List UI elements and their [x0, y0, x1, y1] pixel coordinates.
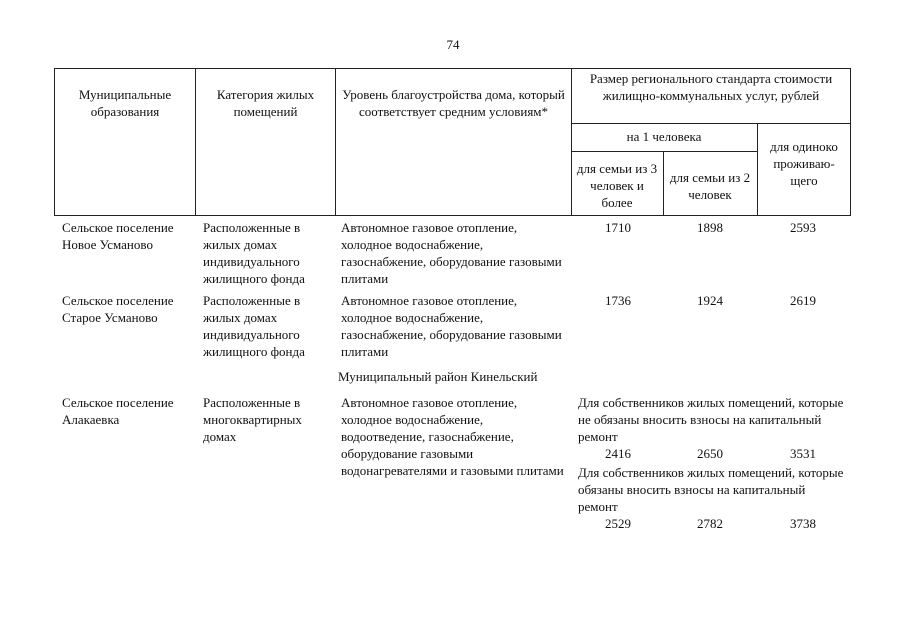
municipality-cell: Сельское поселение Новое Усманово — [62, 220, 174, 252]
header-municipalities: Муниципальные образования — [78, 87, 172, 119]
level-cell: Автономное газовое отопление, холодное водоснабжение, газоснабжение, оборудование газовыми плитами — [341, 293, 562, 359]
value-family2: 1898 — [697, 220, 723, 235]
header-per-person: на 1 человека — [626, 129, 702, 144]
header-family-3: для семьи из 3 человек и более — [576, 161, 658, 210]
page-number: 74 — [446, 37, 460, 52]
value-single: 2593 — [790, 220, 816, 235]
owners-note-no-repair-fee: Для собственников жилых помещений, которые не обязаны вносить взносы на капитальный ремонт — [578, 395, 844, 444]
category-cell: Расположенные в многоквартирных домах — [203, 395, 302, 444]
value-family3: 1710 — [605, 220, 631, 235]
municipality-cell: Сельское поселение Алакаевка — [62, 395, 174, 427]
header-comfort-level: Уровень благоустройства дома, который соответствует средним условиям* — [342, 87, 565, 119]
owners-note-with-repair-fee: Для собственников жилых помещений, которые обязаны вносить взносы на капитальный ремонт — [578, 465, 844, 514]
level-cell: Автономное газовое отопление, холодное водоснабжение, водоотведение, газоснабжение, оборудование газовыми водонагревателями и газовыми плитами — [341, 395, 564, 478]
header-single: для одиноко проживаю-щего — [770, 139, 838, 188]
level-cell: Автономное газовое отопление, холодное водоснабжение, газоснабжение, оборудование газовыми плитами — [341, 220, 562, 286]
header-family-2: для семьи из 2 человек — [669, 170, 751, 202]
value-single: 2619 — [790, 293, 816, 308]
district-heading: Муниципальный район Кинельский — [338, 369, 538, 384]
header-standard-size: Размер регионального стандарта стоимости жилищно-коммунальных услуг, рублей — [589, 71, 833, 103]
value-family3: 1736 — [605, 293, 631, 308]
value-family3: 2529 — [605, 516, 631, 531]
value-family2: 2650 — [697, 446, 723, 461]
value-single: 3531 — [790, 446, 816, 461]
municipality-cell: Сельское поселение Старое Усманово — [62, 293, 174, 325]
value-family2: 2782 — [697, 516, 723, 531]
value-family3: 2416 — [605, 446, 631, 461]
header-category: Категория жилых помещений — [216, 87, 315, 119]
value-family2: 1924 — [697, 293, 723, 308]
category-cell: Расположенные в жилых домах индивидуального жилищного фонда — [203, 293, 305, 359]
value-single: 3738 — [790, 516, 816, 531]
category-cell: Расположенные в жилых домах индивидуального жилищного фонда — [203, 220, 305, 286]
